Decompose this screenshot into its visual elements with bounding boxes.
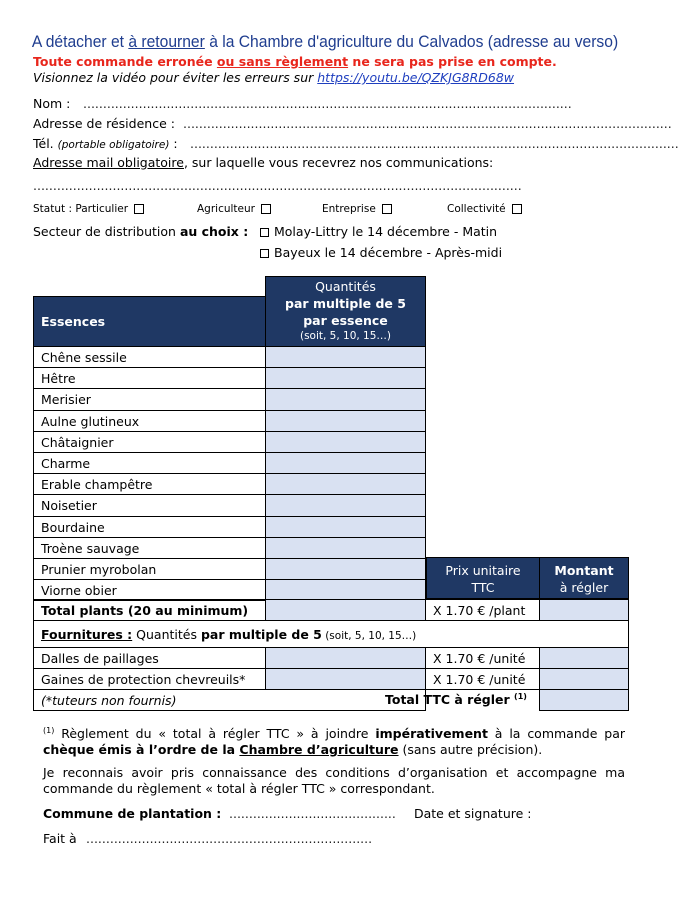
statut-label: Statut : Particulier: [33, 203, 144, 215]
essence-name: Bourdaine: [41, 519, 105, 535]
fourniture-label-text: Dalles de paillages: [41, 651, 159, 666]
essence-row: [33, 516, 266, 538]
essence-quantity-input[interactable]: [265, 367, 426, 389]
essences-header: Essences: [33, 296, 266, 347]
fourniture-quantity-input[interactable]: [265, 647, 426, 669]
essence-row: [33, 367, 266, 389]
essence-name: Aulne glutineux: [41, 413, 140, 429]
essence-row: [33, 473, 266, 495]
page-title: A détacher et à retourner à la Chambre d'agriculture du Calvados (adresse au verso): [31, 32, 619, 51]
video-instruction: Visionnez la vidéo pour éviter les erreurs sur https://youtu.be/QZKJG8RD68w: [33, 70, 515, 85]
essence-row: [33, 558, 266, 580]
checkbox-collectivite[interactable]: [512, 204, 522, 214]
nom-label: Nom :: [33, 96, 71, 111]
essence-name: Chêne sessile: [41, 350, 127, 365]
video-link[interactable]: https://youtu.be/QZKJG8RD68w: [317, 70, 515, 85]
essence-quantity-input[interactable]: [265, 452, 426, 474]
fourniture-montant[interactable]: [539, 668, 629, 690]
quantites-header: Quantités par multiple de 5 par essence (soit, 5, 10, 15…): [265, 276, 426, 347]
checkbox-agriculteur[interactable]: [261, 204, 271, 214]
checkbox-entreprise[interactable]: [382, 204, 392, 214]
essence-quantity-input[interactable]: [265, 516, 426, 538]
secteur-option-bayeux[interactable]: Bayeux le 14 décembre - Après-midi: [260, 245, 502, 260]
fourniture-quantity-input[interactable]: [265, 668, 426, 690]
essence-name: Viorne obier: [41, 583, 117, 599]
essence-quantity-input[interactable]: [265, 388, 426, 410]
essence-row: [33, 494, 266, 516]
secteur-option-molay[interactable]: Molay-Littry le 14 décembre - Matin: [260, 224, 497, 239]
total-plants-montant[interactable]: [539, 599, 629, 621]
total-ttc-label: Total TTC à régler $^{(1)}$: [385, 692, 527, 708]
tuteurs-row: (*tuteurs non fournis): [33, 689, 426, 711]
essence-name: Merisier: [41, 392, 91, 408]
fait-field[interactable]: ........................................................................: [86, 831, 373, 846]
statut-collectivite: Collectivité: [447, 203, 522, 215]
essence-name: Châtaignier: [41, 434, 114, 450]
tel-field[interactable]: ...........................................................................................................................: [190, 136, 679, 151]
fourniture-price-text: X 1.70 € /unité: [433, 651, 526, 666]
fourniture-label-text: Gaines de protection chevreuils*: [41, 672, 246, 687]
essence-name: Noisetier: [41, 498, 97, 514]
acknowledgement-text: Je reconnais avoir pris connaissance des conditions d’organisation et accompagne ma commande du règlement « total à régler TTC » correspondant.: [43, 765, 625, 796]
email-label: Adresse mail obligatoire, sur laquelle vous recevrez nos communications:: [33, 155, 494, 170]
fourniture-price: [425, 647, 540, 669]
email-field[interactable]: ...........................................................................................................................: [33, 178, 522, 193]
essence-quantity-input[interactable]: [265, 473, 426, 495]
fourniture-montant[interactable]: [539, 647, 629, 669]
essence-quantity-input[interactable]: [265, 410, 426, 432]
essence-row: [33, 388, 266, 410]
total-plants-price: X 1.70 € /plant: [425, 599, 540, 621]
checkbox-molay[interactable]: [260, 228, 269, 237]
nom-field[interactable]: ...........................................................................................................................: [83, 96, 572, 111]
commune-field[interactable]: ..........................................: [229, 806, 396, 821]
essence-row: [33, 410, 266, 432]
essence-quantity-input[interactable]: [265, 537, 426, 559]
essence-row: [33, 346, 266, 368]
secteur-label: Secteur de distribution au choix :: [33, 224, 249, 239]
montant-header: Montant à régler: [539, 557, 629, 599]
essence-name: Charme: [41, 456, 91, 471]
total-plants-qty[interactable]: [265, 599, 426, 621]
prix-header: Prix unitaire TTC: [426, 557, 540, 599]
checkbox-particulier[interactable]: [134, 204, 144, 214]
fourniture-price: [425, 668, 540, 690]
adresse-field[interactable]: ...........................................................................................................................: [183, 116, 672, 131]
adresse-label: Adresse de résidence :: [33, 116, 175, 131]
fourniture-label: [33, 647, 266, 669]
statut-entreprise: Entreprise: [322, 203, 392, 215]
fourniture-price-text: X 1.70 € /unité: [433, 672, 526, 687]
fournitures-title: Fournitures : Quantités par multiple de 5 (soit, 5, 10, 15…): [33, 620, 629, 648]
total-ttc-montant[interactable]: [539, 689, 629, 711]
essence-name: Erable champêtre: [41, 477, 153, 493]
essence-row: [33, 431, 266, 453]
essence-quantity-input[interactable]: [265, 346, 426, 368]
statut-agriculteur: Agriculteur: [197, 203, 271, 215]
checkbox-bayeux[interactable]: [260, 249, 269, 258]
fourniture-label: [33, 668, 266, 690]
warning-text: Toute commande erronée ou sans règlement ne sera pas prise en compte.: [33, 54, 557, 69]
essence-name: Prunier myrobolan: [41, 562, 157, 577]
essence-name: Hêtre: [41, 371, 76, 387]
date-signature-label: Date et signature :: [414, 806, 532, 821]
commune-label: Commune de plantation :: [43, 806, 222, 821]
fait-label: Fait à: [43, 831, 77, 846]
essence-row: [33, 537, 266, 559]
tel-label: Tél. (portable obligatoire) :: [33, 136, 178, 151]
essence-quantity-input[interactable]: [265, 431, 426, 453]
essence-quantity-input[interactable]: [265, 558, 426, 580]
total-plants-label: Total plants (20 au minimum): [33, 599, 266, 621]
reglement-note: $^{(1)}$ Règlement du « total à régler TTC » à joindre impérativement à la commande par chèque émis à l’ordre de la Chambre d’agriculture (sans autre précision).: [43, 726, 625, 758]
essence-quantity-input[interactable]: [265, 494, 426, 516]
essence-name: Troène sauvage: [41, 540, 140, 556]
essence-row: [33, 452, 266, 474]
